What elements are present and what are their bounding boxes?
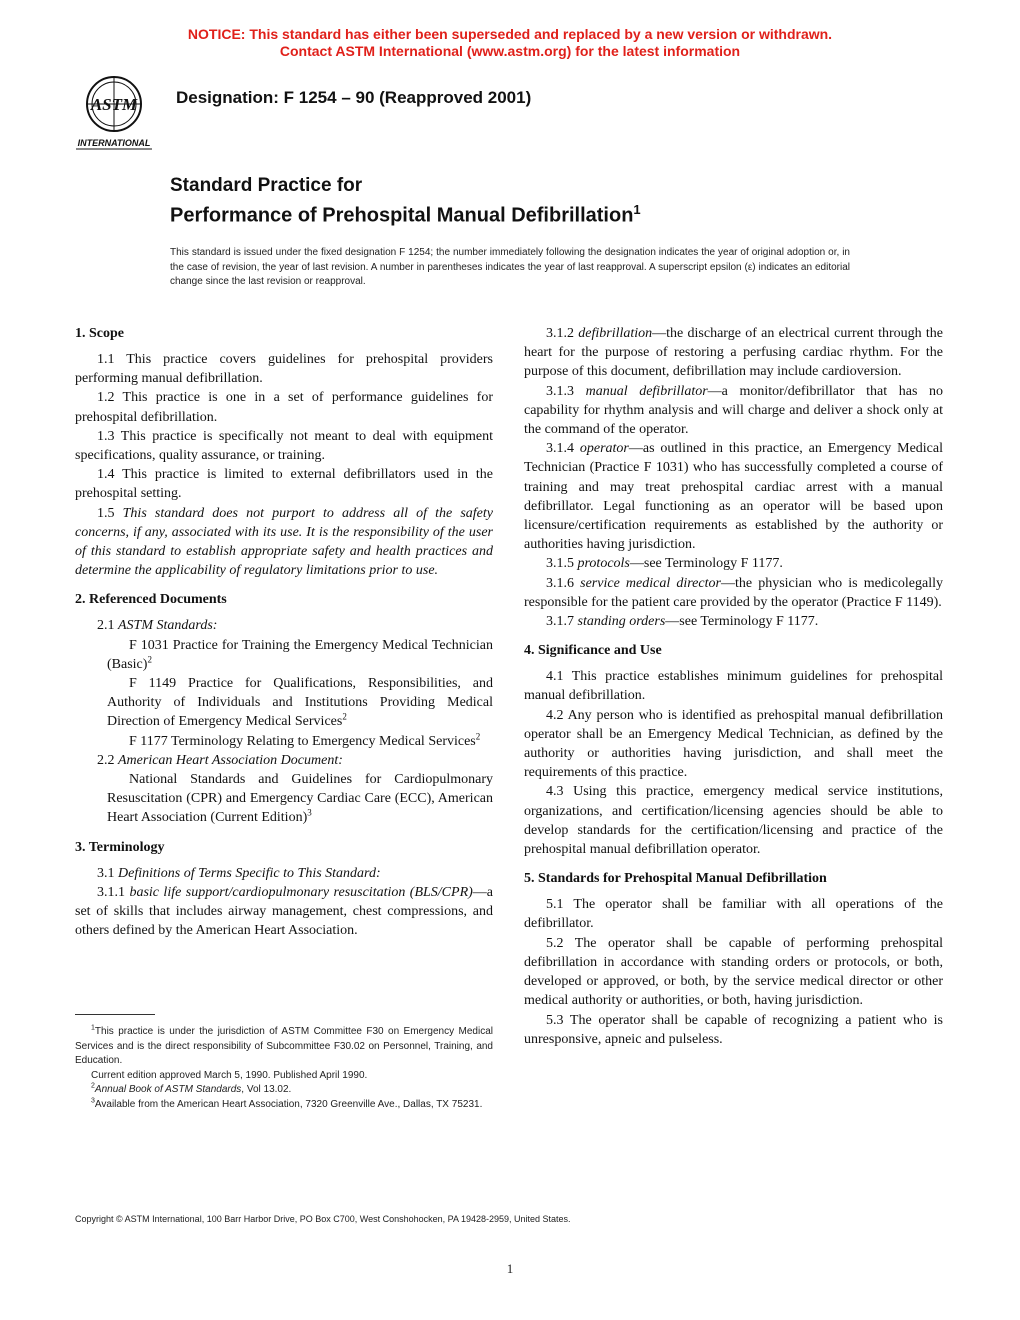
footnote-1-text: This practice is under the jurisdiction of ASTM Committee F30 on Emergency Medical Services and is the direct responsibility of Subcommittee F30.02 on Personnel, Training, and Education. [75, 1026, 493, 1066]
ref-2-2-num: 2.2 [97, 752, 115, 768]
term-3-1-5-def: —see Terminology F 1177. [629, 556, 783, 572]
footnote-2-rest: , Vol 13.02. [241, 1084, 292, 1095]
term-3-1-3-def: —a monitor/defibrillator that has no capability for rhythm analysis and will charge and deliver a shock only at the command of the operator. [524, 383, 944, 438]
term-3-1-6 [524, 574, 943, 612]
supersede-notice [0, 26, 1020, 60]
term-3-1-num: 3.1 [97, 865, 115, 881]
standards-5-1: 5.1 The operator shall be familiar with all operations of the defibrillator. [524, 897, 943, 932]
ref-f1031 [75, 636, 493, 674]
term-3-1-6-term: service medical director [580, 575, 721, 591]
title-line-2 [170, 197, 641, 229]
right-column [524, 324, 943, 1059]
scope-1-3: 1.3 This practice is specifically not meant to deal with equipment specifications, quality assurance, or training. [75, 428, 493, 464]
scope-1-4: 1.4 This practice is limited to external defibrillators used in the prehospital setting. [75, 467, 493, 502]
term-3-1-2-num: 3.1.2 [546, 326, 574, 341]
ref-2-2-label: American Heart Association Document: [118, 752, 343, 768]
ref-f1177 [75, 732, 493, 751]
ref-2-1 [75, 616, 493, 635]
footnote-2-mark: 2 [91, 1082, 95, 1090]
notice-line-2: Contact ASTM International (www.astm.org) for the latest information [279, 43, 741, 59]
section-referenced-documents [75, 590, 493, 827]
copyright: Copyright © ASTM International, 100 Barr Harbor Drive, PO Box C700, West Conshohocken, PA 19428-2959, United States. [75, 1214, 571, 1224]
logo-subtext: INTERNATIONAL [77, 138, 151, 148]
notice-line-1: NOTICE: This standard has either been superseded and replaced by a new version or withdrawn. [187, 26, 833, 42]
term-3-1-7-term: standing orders [577, 614, 666, 630]
title-footnote-mark: 1 [633, 202, 641, 217]
ref-f1177-text: F 1177 Terminology Relating to Emergency Medical Services [129, 733, 476, 749]
term-3-1 [75, 864, 493, 883]
logo-text: ASTM [90, 95, 138, 114]
ref-2-2 [75, 751, 493, 770]
ref-aha-text: National Standards and Guidelines for Cardiopulmonary Resuscitation (CPR) and Emergency Cardiac Care (ECC), American Heart Association (Current Edition) [107, 772, 493, 826]
left-column [75, 324, 493, 950]
scope-1-5-num: 1.5 [97, 505, 115, 521]
ref-aha [75, 770, 493, 828]
section-standards [524, 869, 943, 1049]
astm-logo [68, 72, 160, 152]
terminology-heading: 3. Terminology [75, 839, 165, 855]
designation: Designation: F 1254 – 90 (Reapproved 2001) [176, 88, 532, 107]
term-3-1-4-def: —as outlined in this practice, an Emergency Medical Technician (Practice F 1031) who has successfully completed a course of training and may treat prehospital cardiac arrest with a manual defibrillator. Legal functioning as an operator will be based upon licensure/certification requirements as established by the authority or authorities having jurisdiction. [524, 441, 943, 553]
significance-4-1: 4.1 This practice establishes minimum guidelines for prehospital manual defibrillation. [524, 669, 943, 704]
term-3-1-5-term: protocols [577, 556, 630, 572]
footnote-1 [75, 1025, 493, 1069]
term-3-1-7-num: 3.1.7 [546, 614, 574, 630]
page-number: 1 [506, 1261, 514, 1276]
term-3-1-3-term: manual defibrillator [585, 383, 708, 399]
standards-5-3: 5.3 The operator shall be capable of recognizing a patient who is unresponsive, apneic and pulseless. [524, 1012, 943, 1047]
term-3-1-1 [75, 883, 493, 941]
footnote-2 [75, 1083, 493, 1098]
section-scope [75, 324, 493, 580]
ref-f1149-text: F 1149 Practice for Qualifications, Responsibilities, and Authority of Individuals and Institutions Providing Medical Direction of Emergency Medical Services [107, 676, 493, 730]
term-3-1-5 [524, 554, 943, 573]
significance-4-3: 4.3 Using this practice, emergency medical service institutions, organizations, and certification/licensing agencies should be able to develop standards for the certification/licensing and practice of the prehospital manual defibrillation operator. [524, 784, 943, 858]
scope-heading: 1. Scope [75, 326, 124, 341]
term-3-1-3-num: 3.1.3 [546, 383, 574, 399]
term-3-1-2-term: defibrillation [578, 326, 653, 341]
footnote-1-edition: Current edition approved March 5, 1990. Published April 1990. [91, 1069, 368, 1081]
term-3-1-7-def: —see Terminology F 1177. [665, 614, 819, 630]
footnote-3 [75, 1098, 493, 1113]
title-line-1: Standard Practice for [170, 175, 363, 196]
significance-heading: 4. Significance and Use [524, 643, 662, 659]
ref-2-1-num: 2.1 [97, 618, 115, 634]
ref-aha-fn: 3 [307, 807, 312, 818]
term-3-1-3 [524, 382, 943, 440]
significance-4-2: 4.2 Any person who is identified as prehospital manual defibrillation operator shall be an Emergency Medical Technician, as defined by the authority or authorities having jurisdiction, and shall meet the requirements of this practice. [524, 707, 943, 781]
ref-2-1-label: ASTM Standards: [118, 618, 218, 634]
ref-f1177-fn: 2 [475, 731, 481, 741]
term-3-1-6-num: 3.1.6 [546, 575, 574, 591]
term-3-1-4 [524, 439, 943, 554]
issued-note: This standard is issued under the fixed designation F 1254; the number immediately following the designation indicates the year of original adoption or, in the case of revision, the year of last revision. A number in parentheses indicates the year of last reapproval. A superscript epsilon (ε) indicates an editorial change since the last revision or reapproval. [170, 247, 850, 287]
title-line-2-text: Performance of Prehospital Manual Defibrillation [170, 204, 634, 227]
term-3-1-7 [524, 612, 943, 631]
term-3-1-1-def: —a set of skills that includes airway management, chest compressions, and others defined by the American Heart Association. [75, 884, 494, 939]
term-3-1-2-def: —the discharge of an electrical current through the heart for the purpose of restoring a perfusing cardiac rhythm. For the purpose of this document, defibrillation may include cardioversion. [524, 326, 943, 380]
section-significance [524, 641, 943, 859]
term-3-1-label: Definitions of Terms Specific to This Standard: [118, 865, 381, 881]
ref-f1149 [75, 674, 493, 732]
standards-heading: 5. Standards for Prehospital Manual Defibrillation [524, 871, 827, 887]
section-terminology-cont [524, 324, 943, 631]
term-3-1-6-def: —the physician who is medicolegally responsible for the patient care provided by the operator (Practice F 1149). [524, 575, 943, 610]
section-terminology [75, 838, 493, 941]
scope-1-2: 1.2 This practice is one in a set of performance guidelines for prehospital defibrillation. [75, 390, 493, 425]
footnote-3-text: Available from the American Heart Association, 7320 Greenville Ave., Dallas, TX 75231. [94, 1098, 483, 1110]
footnote-3-mark: 3 [91, 1097, 95, 1105]
ref-f1149-fn: 2 [342, 711, 347, 722]
ref-f1031-text: F 1031 Practice for Training the Emergency Medical Technician (Basic) [107, 637, 493, 672]
term-3-1-4-num: 3.1.4 [546, 441, 574, 457]
footnote-2-title: Annual Book of ASTM Standards [94, 1084, 242, 1095]
footnote-1-mark: 1 [91, 1024, 95, 1032]
term-3-1-1-num: 3.1.1 [97, 884, 125, 900]
term-3-1-2 [524, 324, 943, 382]
term-3-1-5-num: 3.1.5 [546, 556, 574, 572]
standards-5-2: 5.2 The operator shall be capable of performing prehospital defibrillation in accordance with standing orders or protocols, or both, developed or approved, or both, by the service medical director or other medical authority or authorities, or both, having jurisdiction. [524, 935, 943, 1009]
referenced-heading: 2. Referenced Documents [75, 592, 227, 608]
footnotes [75, 1025, 493, 1112]
footnote-rule [75, 1014, 155, 1015]
term-3-1-1-term: basic life support/cardiopulmonary resuscitation (BLS/CPR) [129, 884, 473, 900]
scope-1-5-text: This standard does not purport to address all of the safety concerns, if any, associated with its use. It is the responsibility of the user of this standard to establish appropriate safety and health practices and determine the applicability of regulatory limitations prior to use. [75, 505, 494, 579]
scope-1-1: 1.1 This practice covers guidelines for prehospital providers performing manual defibrillation. [75, 352, 493, 387]
ref-f1031-fn: 2 [147, 654, 152, 665]
document-title [170, 174, 641, 229]
scope-1-5 [75, 504, 493, 581]
term-3-1-4-term: operator [579, 441, 629, 457]
